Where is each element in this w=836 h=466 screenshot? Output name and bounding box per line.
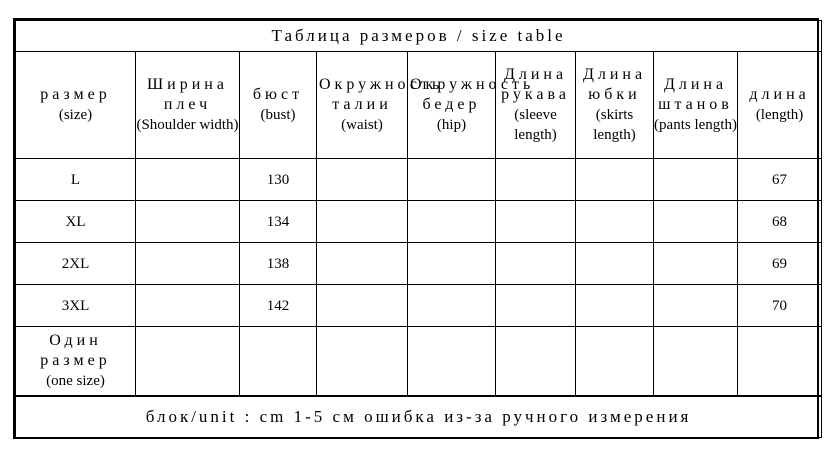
table-cell — [496, 159, 576, 201]
header-pants-ru: Длина штанов — [658, 76, 733, 113]
table-cell — [654, 243, 738, 285]
table-cell: 67 — [738, 159, 822, 201]
table-row — [16, 243, 822, 285]
header-sleeve-ru: Длина рукава — [501, 66, 570, 103]
table-cell: 130 — [240, 159, 317, 201]
header-hip — [408, 52, 535, 159]
header-size — [16, 52, 136, 159]
table-cell — [317, 201, 408, 243]
header-pants-en: (pants length) — [654, 117, 737, 133]
header-waist-en: (waist) — [341, 117, 383, 133]
table-cell — [317, 243, 408, 285]
table-cell — [496, 285, 576, 327]
table-cell — [576, 243, 654, 285]
size-chart — [13, 18, 819, 439]
table-cell — [496, 201, 576, 243]
size-label: 3XL — [16, 285, 136, 327]
table-cell — [136, 285, 240, 327]
table-cell — [317, 285, 408, 327]
table-cell — [654, 285, 738, 327]
table-cell — [408, 327, 496, 397]
table-row — [16, 285, 822, 327]
table-cell — [496, 327, 576, 397]
table-cell — [240, 327, 317, 397]
header-bust-en: (bust) — [260, 107, 296, 123]
table-cell — [408, 243, 496, 285]
header-sleeve-en: (sleeve length) — [514, 107, 557, 143]
size-label: L — [16, 159, 136, 201]
header-length-en: (length) — [755, 107, 804, 123]
table-cell — [408, 285, 496, 327]
table-cell: 134 — [240, 201, 317, 243]
table-cell: 68 — [738, 201, 822, 243]
size-table — [15, 20, 822, 438]
header-length-ru: длина — [749, 86, 810, 103]
unit-note: блок/unit : cm 1-5 см ошибка из-за ручного измерения — [16, 396, 822, 438]
header-shoulder — [136, 52, 240, 159]
header-bust — [240, 52, 317, 159]
table-row-one-size — [16, 327, 822, 397]
table-cell — [576, 201, 654, 243]
header-skirts-ru: Длина юбки — [582, 66, 647, 103]
table-row — [16, 201, 822, 243]
header-shoulder-en: (Shoulder width) — [136, 117, 239, 133]
header-hip-ru: Окружность бедер — [410, 76, 535, 113]
header-waist-ru: Окружность талии — [319, 76, 444, 113]
header-bust-ru: бюст — [252, 86, 304, 103]
table-cell — [408, 159, 496, 201]
header-length — [738, 52, 822, 159]
table-cell: 70 — [738, 285, 822, 327]
one-size-en: (one size) — [46, 373, 105, 389]
table-cell — [317, 159, 408, 201]
table-cell — [654, 159, 738, 201]
table-cell — [317, 327, 408, 397]
table-cell — [576, 285, 654, 327]
table-cell — [136, 201, 240, 243]
header-pants — [654, 52, 738, 159]
size-label: XL — [16, 201, 136, 243]
table-cell: 138 — [240, 243, 317, 285]
table-cell — [738, 327, 822, 397]
header-skirts-en: (skirts length) — [593, 107, 636, 143]
header-sleeve — [496, 52, 576, 159]
table-cell — [576, 159, 654, 201]
table-cell — [408, 201, 496, 243]
one-size-ru: Один размер — [40, 332, 111, 369]
table-cell — [654, 327, 738, 397]
table-cell — [136, 243, 240, 285]
header-row — [16, 52, 822, 159]
table-cell — [496, 243, 576, 285]
table-cell — [136, 159, 240, 201]
header-hip-en: (hip) — [436, 117, 467, 133]
header-skirts — [576, 52, 654, 159]
table-cell — [654, 201, 738, 243]
header-size-en: (size) — [58, 107, 93, 123]
header-size-ru: размер — [40, 86, 111, 103]
table-row — [16, 159, 822, 201]
table-cell: 142 — [240, 285, 317, 327]
header-shoulder-ru: Ширина плеч — [147, 76, 228, 113]
size-label: 2XL — [16, 243, 136, 285]
one-size-label — [16, 327, 136, 397]
table-cell — [576, 327, 654, 397]
table-cell — [136, 327, 240, 397]
table-title: Таблица размеров / size table — [16, 21, 822, 52]
table-cell: 69 — [738, 243, 822, 285]
header-waist — [317, 52, 444, 159]
